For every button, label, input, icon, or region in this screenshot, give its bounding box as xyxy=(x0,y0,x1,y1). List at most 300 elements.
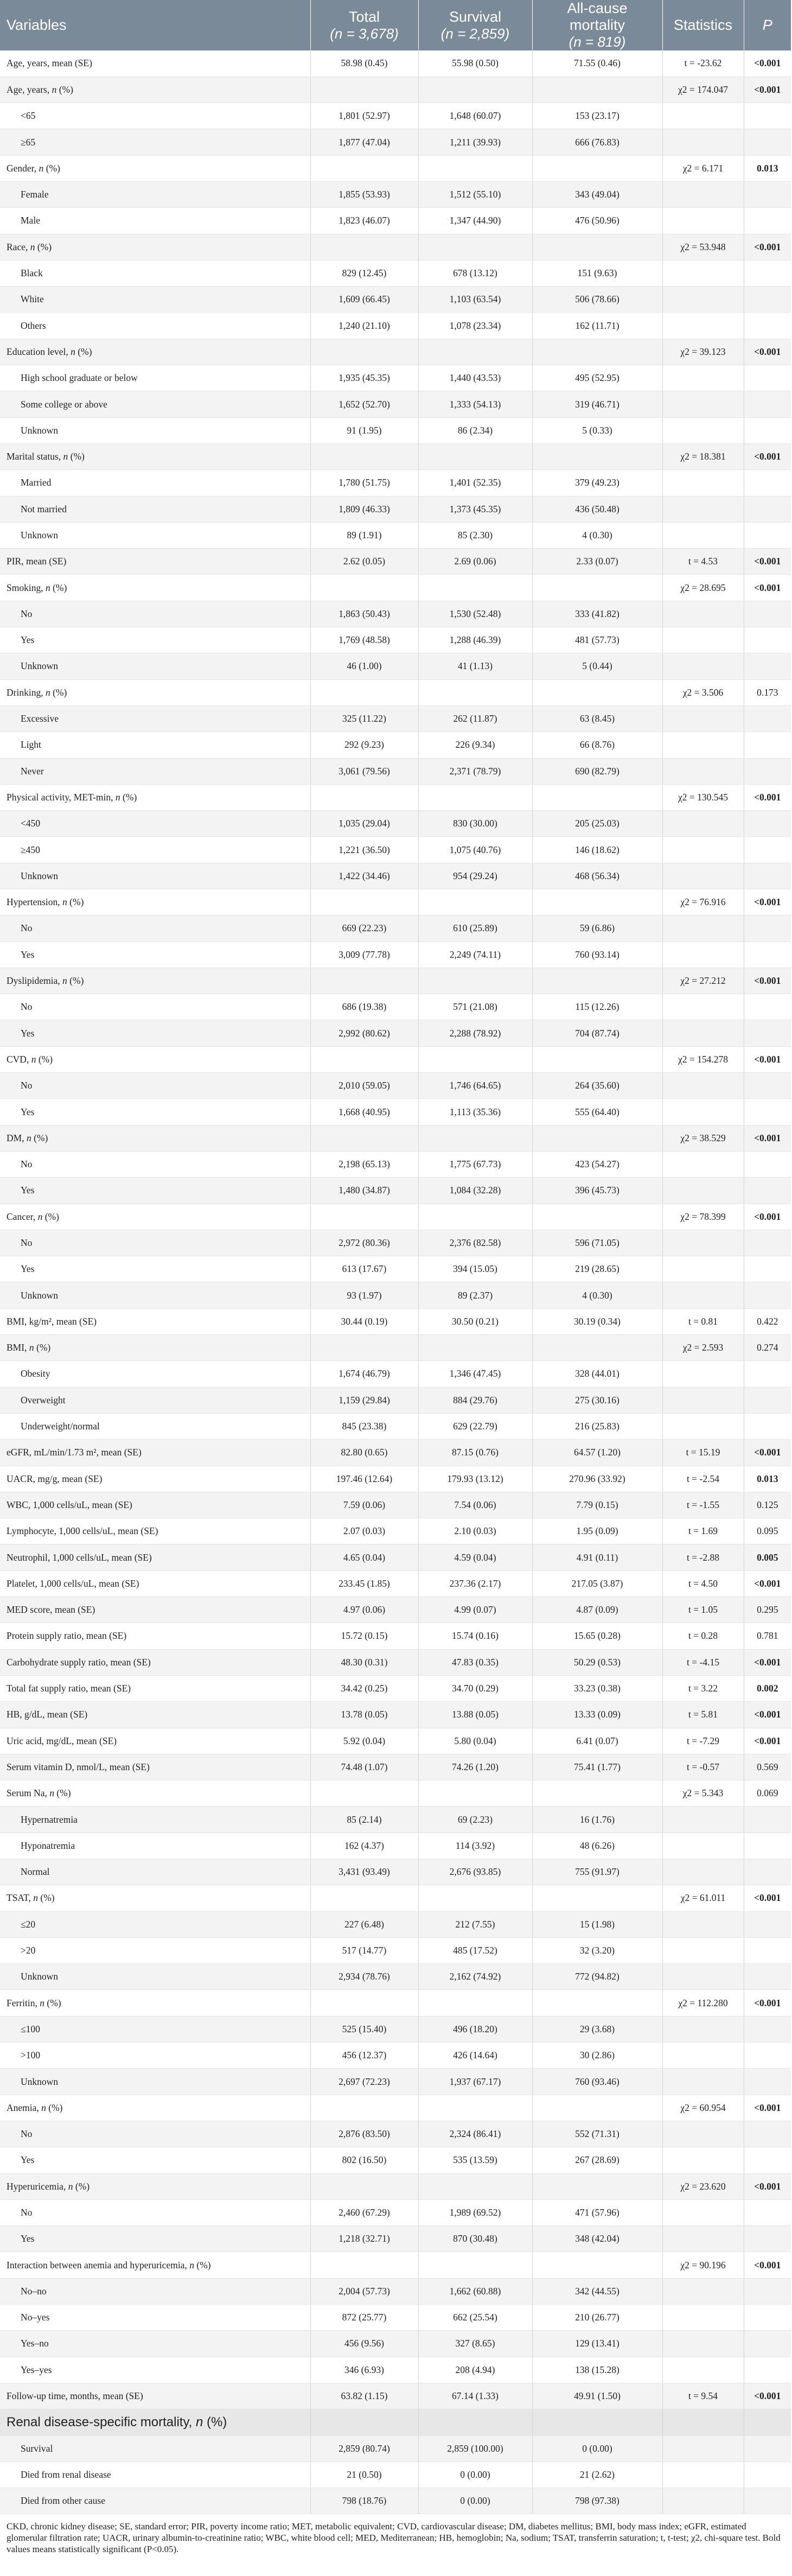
cell-statistic: χ2 = 18.381 xyxy=(662,443,744,469)
cell-variable: Not married xyxy=(0,496,310,522)
cell-total: 30.44 (0.19) xyxy=(310,1308,418,1334)
table-row xyxy=(0,77,791,103)
cell-p-value: <0.001 xyxy=(744,50,791,77)
cell-variable: Others xyxy=(0,313,310,339)
cell-mortality: 319 (46.71) xyxy=(532,391,662,417)
cell-total xyxy=(310,155,418,181)
cell-survival: 7.54 (0.06) xyxy=(418,1492,532,1518)
cell-mortality: 4.87 (0.09) xyxy=(532,1597,662,1623)
cell-survival xyxy=(418,1885,532,1911)
table-subrow xyxy=(0,942,791,968)
cell-statistic: χ2 = 61.011 xyxy=(662,1885,744,1911)
cell-p-value xyxy=(744,181,791,207)
cell-mortality: 33.23 (0.38) xyxy=(532,1675,662,1701)
cell-mortality xyxy=(532,1780,662,1807)
cell-mortality: 75.41 (1.77) xyxy=(532,1754,662,1780)
cell-survival: 1,512 (55.10) xyxy=(418,181,532,207)
table-row xyxy=(0,784,791,810)
cell-total xyxy=(310,1335,418,1361)
table-subrow xyxy=(0,1361,791,1387)
cell-mortality xyxy=(532,443,662,469)
cell-statistic: t = 0.81 xyxy=(662,1308,744,1334)
cell-survival: 1,333 (54.13) xyxy=(418,391,532,417)
cell-survival: 34.70 (0.29) xyxy=(418,1675,532,1701)
cell-p-value xyxy=(744,2331,791,2357)
cell-mortality xyxy=(532,1125,662,1151)
table-subrow xyxy=(0,1387,791,1413)
cell-statistic xyxy=(662,653,744,679)
cell-p-value: <0.001 xyxy=(744,1204,791,1230)
cell-p-value xyxy=(744,2278,791,2304)
table-subrow xyxy=(0,260,791,286)
cell-statistic xyxy=(662,1151,744,1177)
cell-survival: 262 (11.87) xyxy=(418,705,532,732)
cell-p-value xyxy=(744,1230,791,1256)
cell-p-value: 0.002 xyxy=(744,1675,791,1701)
cell-survival: 327 (8.65) xyxy=(418,2331,532,2357)
table-subrow xyxy=(0,2488,791,2514)
cell-statistic: t = -0.57 xyxy=(662,1754,744,1780)
cell-variable: >100 xyxy=(0,2043,310,2069)
cell-statistic xyxy=(662,287,744,313)
cell-survival: 1,373 (45.35) xyxy=(418,496,532,522)
table-row xyxy=(0,575,791,601)
cell-total xyxy=(310,1780,418,1807)
cell-variable: Marital status, n (%) xyxy=(0,443,310,469)
cell-variable: Unknown xyxy=(0,522,310,548)
cell-p-value: <0.001 xyxy=(744,2173,791,2199)
cell-statistic: χ2 = 38.529 xyxy=(662,1125,744,1151)
table-header-row xyxy=(0,0,791,50)
table-subrow xyxy=(0,1911,791,1937)
cell-p-value: <0.001 xyxy=(744,889,791,915)
cell-variable: Serum vitamin D, nmol/L, mean (SE) xyxy=(0,1754,310,1780)
cell-variable: No xyxy=(0,2199,310,2225)
cell-variable: Unknown xyxy=(0,417,310,443)
cell-p-value xyxy=(744,2435,791,2461)
cell-statistic xyxy=(662,601,744,627)
cell-variable: Follow-up time, months, mean (SE) xyxy=(0,2383,310,2409)
cell-statistic xyxy=(662,2121,744,2147)
cell-variable: Uric acid, mg/dL, mean (SE) xyxy=(0,1728,310,1754)
cell-p-value: 0.125 xyxy=(744,1492,791,1518)
cell-statistic: t = 1.05 xyxy=(662,1597,744,1623)
cell-survival: 1,211 (39.93) xyxy=(418,129,532,155)
cell-total: 1,218 (32.71) xyxy=(310,2226,418,2252)
cell-survival: 662 (25.54) xyxy=(418,2305,532,2331)
cell-variable: Total fat supply ratio, mean (SE) xyxy=(0,1675,310,1701)
cell-p-value xyxy=(744,2147,791,2173)
cell-mortality: 772 (94.82) xyxy=(532,1964,662,1990)
cell-p-value xyxy=(744,287,791,313)
cell-variable: Never xyxy=(0,758,310,784)
cell-survival: 1,648 (60.07) xyxy=(418,103,532,129)
cell-mortality: 4.91 (0.11) xyxy=(532,1544,662,1570)
cell-survival xyxy=(418,339,532,365)
cell-p-value xyxy=(744,2409,791,2435)
cell-p-value xyxy=(744,994,791,1020)
cell-variable: Died from other cause xyxy=(0,2488,310,2514)
cell-variable: Male xyxy=(0,208,310,234)
cell-statistic: t = 5.81 xyxy=(662,1702,744,1728)
cell-mortality xyxy=(532,2095,662,2121)
cell-mortality: 264 (35.60) xyxy=(532,1073,662,1099)
cell-p-value: <0.001 xyxy=(744,1046,791,1072)
table-row xyxy=(0,968,791,994)
cell-total: 58.98 (0.45) xyxy=(310,50,418,77)
header-survival-label: Survival xyxy=(449,8,502,25)
cell-statistic xyxy=(662,391,744,417)
cell-mortality xyxy=(532,2409,662,2435)
cell-total xyxy=(310,1204,418,1230)
cell-statistic xyxy=(662,1964,744,1990)
cell-statistic xyxy=(662,1178,744,1204)
cell-survival: 237.36 (2.17) xyxy=(418,1570,532,1597)
cell-variable: CVD, n (%) xyxy=(0,1046,310,1072)
cell-mortality: 64.57 (1.20) xyxy=(532,1440,662,1466)
cell-survival: 13.88 (0.05) xyxy=(418,1702,532,1728)
cell-total: 93 (1.97) xyxy=(310,1282,418,1308)
cell-total xyxy=(310,1046,418,1072)
table-subrow xyxy=(0,863,791,889)
cell-total: 2,972 (80.36) xyxy=(310,1230,418,1256)
table-row xyxy=(0,1597,791,1623)
table-subrow xyxy=(0,1937,791,1963)
cell-total: 669 (22.23) xyxy=(310,915,418,942)
cell-total xyxy=(310,234,418,260)
cell-variable: Died from renal disease xyxy=(0,2461,310,2488)
cell-p-value xyxy=(744,1282,791,1308)
table-row xyxy=(0,1518,791,1544)
cell-p-value xyxy=(744,732,791,758)
table-subrow xyxy=(0,103,791,129)
cell-p-value xyxy=(744,1964,791,1990)
cell-survival: 114 (3.92) xyxy=(418,1833,532,1859)
cell-total: 872 (25.77) xyxy=(310,2305,418,2331)
cell-total: 2,859 (80.74) xyxy=(310,2435,418,2461)
cell-variable: Yes xyxy=(0,627,310,653)
cell-variable: ≥65 xyxy=(0,129,310,155)
cell-statistic: χ2 = 2.593 xyxy=(662,1335,744,1361)
cell-mortality: 138 (15.28) xyxy=(532,2357,662,2383)
cell-total: 2,876 (83.50) xyxy=(310,2121,418,2147)
table-row xyxy=(0,889,791,915)
cell-survival: 0 (0.00) xyxy=(418,2488,532,2514)
cell-mortality xyxy=(532,575,662,601)
table-subrow xyxy=(0,758,791,784)
table-subrow xyxy=(0,1073,791,1099)
table-subrow xyxy=(0,1230,791,1256)
table-subrow xyxy=(0,705,791,732)
cell-statistic xyxy=(662,1099,744,1125)
cell-variable: Physical activity, MET-min, n (%) xyxy=(0,784,310,810)
cell-mortality xyxy=(532,2252,662,2278)
cell-survival: 86 (2.34) xyxy=(418,417,532,443)
table-subrow xyxy=(0,287,791,313)
cell-p-value: 0.013 xyxy=(744,1466,791,1492)
cell-survival: 5.80 (0.04) xyxy=(418,1728,532,1754)
cell-variable: Carbohydrate supply ratio, mean (SE) xyxy=(0,1649,310,1675)
cell-total: 3,431 (93.49) xyxy=(310,1859,418,1885)
cell-statistic xyxy=(662,2199,744,2225)
cell-p-value: <0.001 xyxy=(744,234,791,260)
cell-survival: 571 (21.08) xyxy=(418,994,532,1020)
cell-survival xyxy=(418,234,532,260)
cell-variable: Normal xyxy=(0,1859,310,1885)
cell-variable: Yes xyxy=(0,942,310,968)
cell-mortality: 15.65 (0.28) xyxy=(532,1623,662,1649)
cell-p-value xyxy=(744,2121,791,2147)
cell-statistic xyxy=(662,1413,744,1439)
cell-p-value: 0.013 xyxy=(744,155,791,181)
cell-mortality: 423 (54.27) xyxy=(532,1151,662,1177)
cell-mortality: 21 (2.62) xyxy=(532,2461,662,2488)
table-subrow xyxy=(0,496,791,522)
table-row xyxy=(0,1544,791,1570)
cell-statistic xyxy=(662,181,744,207)
table-row xyxy=(0,549,791,575)
table-subrow xyxy=(0,2435,791,2461)
table-subrow xyxy=(0,732,791,758)
cell-survival: 535 (13.59) xyxy=(418,2147,532,2173)
cell-survival xyxy=(418,1990,532,2016)
table-row xyxy=(0,1754,791,1780)
cell-variable: Female xyxy=(0,181,310,207)
cell-statistic: χ2 = 78.399 xyxy=(662,1204,744,1230)
cell-variable: Neutrophil, 1,000 cells/uL, mean (SE) xyxy=(0,1544,310,1570)
cell-variable: eGFR, mL/min/1.73 m², mean (SE) xyxy=(0,1440,310,1466)
cell-total: 85 (2.14) xyxy=(310,1807,418,1833)
cell-p-value xyxy=(744,2226,791,2252)
cell-mortality xyxy=(532,679,662,705)
cell-mortality xyxy=(532,784,662,810)
table-subrow xyxy=(0,2069,791,2095)
cell-p-value xyxy=(744,522,791,548)
cell-survival: 485 (17.52) xyxy=(418,1937,532,1963)
cell-p-value: <0.001 xyxy=(744,1125,791,1151)
cell-statistic xyxy=(662,2409,744,2435)
table-subrow xyxy=(0,1151,791,1177)
cell-variable: Drinking, n (%) xyxy=(0,679,310,705)
cell-mortality: 798 (97.38) xyxy=(532,2488,662,2514)
cell-survival: 74.26 (1.20) xyxy=(418,1754,532,1780)
header-mortality xyxy=(532,0,662,50)
cell-p-value: <0.001 xyxy=(744,443,791,469)
cell-statistic: χ2 = 23.620 xyxy=(662,2173,744,2199)
cell-statistic: t = 3.22 xyxy=(662,1675,744,1701)
cell-mortality: 49.91 (1.50) xyxy=(532,2383,662,2409)
cell-survival: 4.59 (0.04) xyxy=(418,1544,532,1570)
cell-p-value xyxy=(744,653,791,679)
cell-mortality: 205 (25.03) xyxy=(532,811,662,837)
cell-p-value xyxy=(744,260,791,286)
table-subrow xyxy=(0,2278,791,2304)
cell-variable: No xyxy=(0,1073,310,1099)
cell-survival: 67.14 (1.33) xyxy=(418,2383,532,2409)
cell-mortality: 5 (0.33) xyxy=(532,417,662,443)
cell-statistic: t = -2.54 xyxy=(662,1466,744,1492)
cell-p-value: <0.001 xyxy=(744,339,791,365)
cell-variable: PIR, mean (SE) xyxy=(0,549,310,575)
cell-mortality: 216 (25.83) xyxy=(532,1413,662,1439)
cell-variable: DM, n (%) xyxy=(0,1125,310,1151)
cell-p-value xyxy=(744,1911,791,1937)
cell-mortality: 760 (93.14) xyxy=(532,942,662,968)
cell-statistic: χ2 = 39.123 xyxy=(662,339,744,365)
cell-survival: 678 (13.12) xyxy=(418,260,532,286)
cell-mortality: 476 (50.96) xyxy=(532,208,662,234)
header-total xyxy=(310,0,418,50)
cell-total xyxy=(310,339,418,365)
cell-variable: WBC, 1,000 cells/uL, mean (SE) xyxy=(0,1492,310,1518)
cell-p-value xyxy=(744,103,791,129)
cell-survival: 1,103 (63.54) xyxy=(418,287,532,313)
cell-mortality: 471 (57.96) xyxy=(532,2199,662,2225)
cell-p-value xyxy=(744,915,791,942)
table-subrow xyxy=(0,391,791,417)
cell-mortality: 2.33 (0.07) xyxy=(532,549,662,575)
cell-total: 2,198 (65.13) xyxy=(310,1151,418,1177)
cell-p-value xyxy=(744,1099,791,1125)
cell-survival: 41 (1.13) xyxy=(418,653,532,679)
section-row xyxy=(0,2409,791,2435)
cell-survival: 212 (7.55) xyxy=(418,1911,532,1937)
cell-statistic xyxy=(662,103,744,129)
cell-statistic xyxy=(662,2305,744,2331)
cell-total: 89 (1.91) xyxy=(310,522,418,548)
cell-mortality: 146 (18.62) xyxy=(532,837,662,863)
cell-survival: 1,662 (60.88) xyxy=(418,2278,532,2304)
table-row xyxy=(0,1492,791,1518)
cell-statistic xyxy=(662,2357,744,2383)
cell-variable: Serum Na, n (%) xyxy=(0,1780,310,1807)
table-subrow xyxy=(0,2043,791,2069)
cell-statistic: χ2 = 76.916 xyxy=(662,889,744,915)
cell-variable: <65 xyxy=(0,103,310,129)
cell-mortality: 4 (0.30) xyxy=(532,1282,662,1308)
table-row xyxy=(0,1728,791,1754)
cell-p-value: <0.001 xyxy=(744,2252,791,2278)
table-subrow xyxy=(0,1833,791,1859)
header-survival-n: (n = 2,859) xyxy=(440,25,510,42)
cell-statistic: χ2 = 27.212 xyxy=(662,968,744,994)
cell-total: 3,009 (77.78) xyxy=(310,942,418,968)
cell-p-value xyxy=(744,2488,791,2514)
table-subrow xyxy=(0,2226,791,2252)
cell-variable: High school graduate or below xyxy=(0,365,310,391)
cell-total: 233.45 (1.85) xyxy=(310,1570,418,1597)
table-subrow xyxy=(0,2305,791,2331)
cell-survival xyxy=(418,155,532,181)
cell-mortality: 396 (45.73) xyxy=(532,1178,662,1204)
cell-survival: 954 (29.24) xyxy=(418,863,532,889)
table-subrow xyxy=(0,129,791,155)
cell-statistic xyxy=(662,627,744,653)
cell-variable: Yes–no xyxy=(0,2331,310,2357)
cell-statistic xyxy=(662,1833,744,1859)
cell-mortality: 32 (3.20) xyxy=(532,1937,662,1963)
cell-total: 48.30 (0.31) xyxy=(310,1649,418,1675)
cell-variable: Yes xyxy=(0,1099,310,1125)
cell-mortality xyxy=(532,1046,662,1072)
cell-statistic xyxy=(662,1807,744,1833)
cell-total: 15.72 (0.15) xyxy=(310,1623,418,1649)
cell-survival: 1,989 (69.52) xyxy=(418,2199,532,2225)
cell-survival xyxy=(418,2095,532,2121)
cell-survival xyxy=(418,2409,532,2435)
cell-p-value: 0.069 xyxy=(744,1780,791,1807)
table-subrow xyxy=(0,1807,791,1833)
cell-mortality: 4 (0.30) xyxy=(532,522,662,548)
cell-mortality: 0 (0.00) xyxy=(532,2435,662,2461)
cell-total xyxy=(310,889,418,915)
cell-total: 525 (15.40) xyxy=(310,2016,418,2042)
cell-mortality: 690 (82.79) xyxy=(532,758,662,784)
table-subrow xyxy=(0,915,791,942)
table-row xyxy=(0,1570,791,1597)
cell-survival: 89 (2.37) xyxy=(418,1282,532,1308)
cell-variable: No xyxy=(0,915,310,942)
cell-variable: No xyxy=(0,1230,310,1256)
cell-mortality: 270.96 (33.92) xyxy=(532,1466,662,1492)
cell-statistic: χ2 = 174.047 xyxy=(662,77,744,103)
cell-p-value xyxy=(744,2461,791,2488)
cell-mortality: 468 (56.34) xyxy=(532,863,662,889)
table-subrow xyxy=(0,313,791,339)
cell-total: 227 (6.48) xyxy=(310,1911,418,1937)
cell-variable: Ferritin, n (%) xyxy=(0,1990,310,2016)
cell-variable: Yes xyxy=(0,1178,310,1204)
cell-survival: 1,075 (40.76) xyxy=(418,837,532,863)
cell-statistic xyxy=(662,705,744,732)
table-row xyxy=(0,1466,791,1492)
table-row xyxy=(0,155,791,181)
cell-total: 1,422 (34.46) xyxy=(310,863,418,889)
cell-variable: Age, years, n (%) xyxy=(0,77,310,103)
cell-survival: 85 (2.30) xyxy=(418,522,532,548)
table-row xyxy=(0,50,791,77)
cell-variable: Yes xyxy=(0,1020,310,1046)
table-row xyxy=(0,1046,791,1072)
cell-mortality: 153 (23.17) xyxy=(532,103,662,129)
cell-p-value xyxy=(744,1937,791,1963)
cell-p-value xyxy=(744,208,791,234)
cell-variable: Overweight xyxy=(0,1387,310,1413)
table-row xyxy=(0,339,791,365)
cell-total: 2.62 (0.05) xyxy=(310,549,418,575)
cell-total: 2,934 (78.76) xyxy=(310,1964,418,1990)
cell-mortality: 760 (93.46) xyxy=(532,2069,662,2095)
table-subrow xyxy=(0,627,791,653)
cell-survival xyxy=(418,1046,532,1072)
table-subrow xyxy=(0,1178,791,1204)
cell-variable: HB, g/dL, mean (SE) xyxy=(0,1702,310,1728)
cell-total xyxy=(310,784,418,810)
cell-mortality: 59 (6.86) xyxy=(532,915,662,942)
cell-statistic xyxy=(662,1859,744,1885)
table-subrow xyxy=(0,1964,791,1990)
cell-mortality: 66 (8.76) xyxy=(532,732,662,758)
cell-variable: Unknown xyxy=(0,653,310,679)
cell-total: 2,992 (80.62) xyxy=(310,1020,418,1046)
cell-p-value xyxy=(744,1073,791,1099)
cell-variable: Yes xyxy=(0,2226,310,2252)
cell-variable: No–no xyxy=(0,2278,310,2304)
cell-total: 1,801 (52.97) xyxy=(310,103,418,129)
cell-total: 1,240 (21.10) xyxy=(310,313,418,339)
table-row xyxy=(0,2252,791,2278)
cell-mortality xyxy=(532,1885,662,1911)
